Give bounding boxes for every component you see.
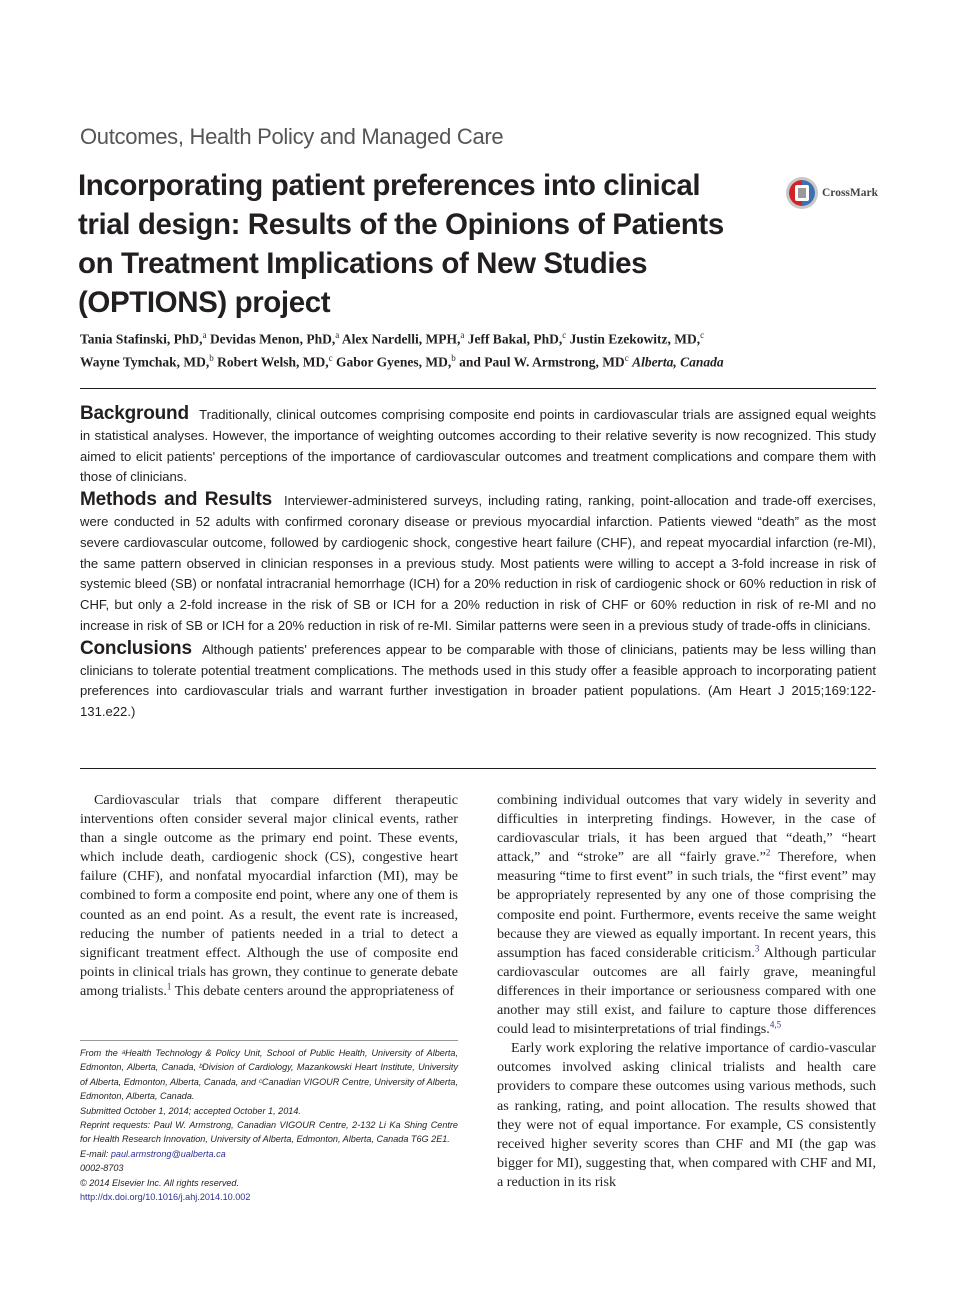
author-name: Gabor Gyenes, MD, [336,354,452,369]
author-name: Tania Stafinski, PhD, [80,331,203,347]
reference-link[interactable]: 4,5 [769,1019,782,1030]
affiliation-mark: c [562,330,567,340]
footnote-affiliations: From the ᵃHealth Technology & Policy Unit, School of Public Health, University of Alberta, Edmonton, Alberta, Canada, ᵇDivision of Cardiology, Mazankowski Heart Institute, University of Alberta, Edmonton, Alberta, Canada, and ᶜCanadian VIGOUR Centre, University of Alberta, Edmonton, Alberta, Canada. [80,1048,458,1102]
crossmark-badge[interactable] [785,176,880,212]
affiliation-mark: c [700,330,705,340]
author-name: Devidas Menon, PhD, [209,331,336,347]
article-title: Incorporating patient preferences into clinical trial design: Results of the Opinions of Patients on Treatment Implications of New Studies (OPTIONS) project [78,169,724,319]
body-text: Although particular cardiovascular outcomes are all fairly grave, meaningful differences in their importance or seriousness compared with one another may still exist, and failure to capture those differences could lead to misinterpretations of trial findings. [497,944,876,1038]
author-name: Jeff Bakal, PhD, [467,331,563,347]
abstract-text: Traditionally, clinical outcomes comprising composite end points in cardiovascular trials are assigned equal weights in statistical analyses. However, the importance of weighting outcomes according to their relative severity is now recognized. This study aimed to elicit patients' perceptions of the importance of cardiovascular outcomes and treatment complications and compare them with those of clinicians. [80,407,876,485]
footnote-rule [80,1040,458,1041]
author-conjunction: and [459,354,481,369]
footnote-copyright: © 2014 Elsevier Inc. All rights reserved. [80,1177,240,1188]
author-line-1 [80,326,880,349]
body-text: This debate centers around the appropriateness of [171,982,455,999]
journal-citation: (Am Heart J 2015;169:122-131.e22.) [80,683,877,720]
author-list [80,326,880,371]
footnote-reprint: Reprint requests: Paul W. Armstrong, Canadian VIGOUR Centre, 2-132 Li Ka Shing Centre for Health Research Innovation, University of Alberta, Edmonton, Alberta, Canada T6G 2E1. [80,1120,458,1145]
body-column-left [80,791,458,1001]
author-location: Alberta, Canada [632,354,724,369]
footnote-issn: 0002-8703 [80,1163,124,1174]
author-name: Robert Welsh, MD, [217,354,329,369]
crossmark-label: CrossMark [822,187,879,199]
article-footnotes [80,1046,458,1204]
author-name: Justin Ezekowitz, MD, [569,331,701,347]
email-label: E-mail: [80,1148,111,1159]
reference-link[interactable]: 1 [166,981,172,992]
affiliation-mark: a [202,330,207,340]
abstract [80,404,876,725]
reference-link[interactable]: 3 [754,943,760,954]
body-paragraph: Early work exploring the relative importance of cardio-vascular outcomes involved asking clinical trialists and health care providers to compare these outcomes using various methods, such as ranking, rating, and point allocation. The results showed that they were not of equal importance. For example, CS consistently received higher severity scores than CHF and MI (the gap was bigger for MI), suggesting that, when compared with CHF and MI, a reduction in its risk [497,1040,876,1190]
doi-link[interactable]: http://dx.doi.org/10.1016/j.ahj.2014.10.002 [80,1192,251,1203]
affiliation-mark: c [624,352,629,363]
footnote-submitted: Submitted October 1, 2014; accepted October 1, 2014. [80,1105,301,1116]
reference-link[interactable]: 2 [765,847,771,858]
abstract-bottom-rule [80,768,876,769]
body-paragraph [497,791,876,1039]
affiliation-mark: a [460,330,465,340]
author-name: Wayne Tymchak, MD, [80,354,210,369]
abstract-heading: Conclusions [80,637,192,659]
abstract-heading: Methods and Results [80,489,272,511]
body-text: combining individual outcomes that vary widely in severity and difficulties in interpreting findings. However, in the case of cardiovascular trials, it has been argued that “death,” “heart attack,” and “stroke” are all “fairly grave.” [497,792,876,866]
body-paragraph [80,791,458,1001]
footnote-doi [80,1190,458,1204]
body-text: Cardiovascular trials that compare different therapeutic interventions often consider several major clinical events, rather than a single outcome as the primary end point. These events, which include death, cardiogenic shock (CS), congestive heart failure (CHF), and nonfatal myocardial infarction (MI), may be combined to form a composite end point, where any one of them is counted as an end point. As a result, the event rate is increased, reducing the number of patients needed in a trial to detect a significant treatment effect. Although the use of composite end points in clinical trials has grown, they continue to generate debate among trialists. [80,792,458,999]
abstract-heading: Background [80,403,189,424]
abstract-background [80,404,876,488]
crossmark-icon [785,176,819,210]
footnote-email [80,1147,458,1161]
author-name: Paul W. Armstrong, MD [484,354,625,369]
section-title: Outcomes, Health Policy and Managed Care [80,124,504,149]
affiliation-mark: a [335,330,340,340]
abstract-top-rule [80,388,876,389]
email-link[interactable]: paul.armstrong@ualberta.ca [110,1148,226,1159]
affiliation-mark: b [209,352,214,363]
author-name: Alex Nardelli, MPH, [341,331,461,347]
abstract-conclusions [80,639,876,723]
abstract-text: Interviewer-administered surveys, including rating, ranking, point-allocation and trade-off exercises, were conducted in 52 adults with confirmed coronary disease or previous myocardial infarction. Patients viewed “death” as the most severe cardiovascular outcome, followed by cardiogenic shock, congestive heart failure (CHF), and repeat myocardial infarction (re-MI), the same pattern observed in clinician responses in a previous study. Most patients were willing to accept a 3-fold increase in risk of systemic bleed (SB) or nonfatal intracranial hemorrhage (ICH) for a 20% reduction in risk of cardiogenic shock or 60% reduction in risk of CHF, but only a 2-fold increase in the risk of SB or ICH for a 20% reduction in risk of CHF or 60% reduction in risk of re-MI and no increase in risk of SB or ICH for a 20% reduction in risk of re-MI. Similar patterns were seen in a previous study of trade-offs in clinicians. [80,493,877,633]
abstract-methods [80,490,876,637]
affiliation-mark: b [451,352,456,363]
abstract-text: Although patients' preferences appear to be comparable with those of clinicians, patients may be less willing than clinicians to tolerate potential treatment complications. The methods used in this study offer a feasible approach to incorporating patient preferences into cardiovascular trials and warrant further investigation in broader patient populations. [80,641,877,699]
body-text: Therefore, when measuring “time to first event” in such trials, the “first event” may be appropriately represented by any one of those comprising the composite end point. Furthermore, events receive the same weight because they are viewed as equally important. In recent years, this assumption has faced considerable criticism. [497,849,876,961]
body-column-right [497,791,876,1192]
affiliation-mark: c [328,352,333,363]
author-line-2 [80,349,880,372]
